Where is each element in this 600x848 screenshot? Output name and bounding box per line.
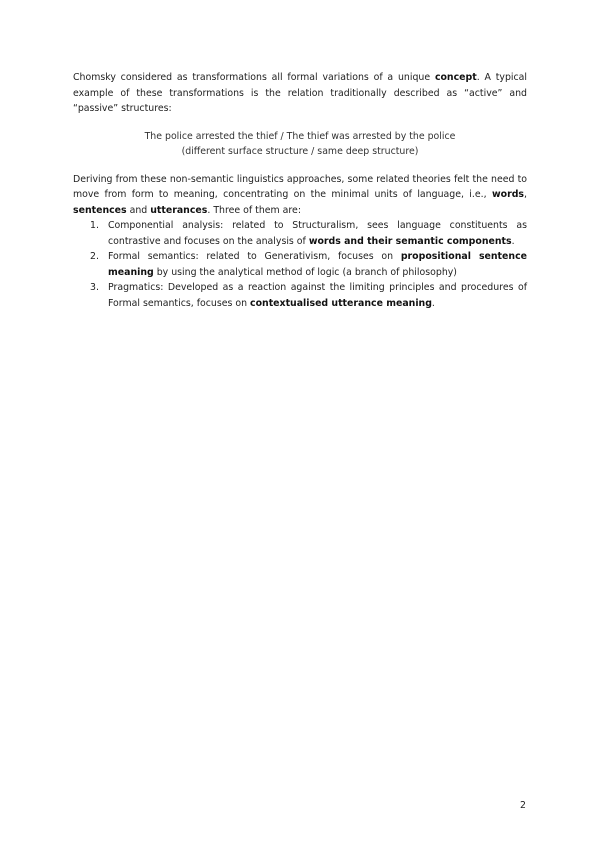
theories-list [73, 218, 527, 311]
list-text: Componential analysis: related to Structuralism, sees language constituents as contrastive and focuses on the analysis of [108, 220, 527, 247]
list-item-pragmatics [73, 280, 527, 311]
list-number: 3. [90, 282, 99, 293]
list-bold: contextualised utterance meaning [250, 297, 432, 309]
list-text: Pragmatics: Developed as a reaction against the limiting principles and procedures of Formal semantics, focuses on [108, 282, 527, 309]
list-item-componential-analysis [73, 218, 527, 249]
list-text-end: . [511, 235, 515, 247]
example-block [73, 129, 527, 160]
list-bold: propositional sentence meaning [108, 251, 527, 278]
bold-sentences: sentences [73, 204, 127, 216]
page-content [73, 70, 527, 311]
deriving-text: Deriving from these non-semantic linguistics approaches, some related theories felt the need to move from form to meaning, concentrating on the minimal units of language, i.e., [73, 173, 527, 200]
intro-paragraph [73, 70, 527, 117]
bold-words: words [491, 189, 525, 200]
list-text: Formal semantics: related to Generativism, focuses on [108, 251, 401, 262]
deriving-sep-2: and [126, 204, 151, 216]
intro-text: Chomsky considered as transformations all formal variations of a unique [73, 72, 435, 83]
intro-bold-concept: concept [434, 72, 477, 83]
example-sentence: The police arrested the thief / The thief was arrested by the police [144, 130, 456, 142]
list-number: 2. [90, 251, 99, 262]
intro-text-end: . A typical example of these transformations is the relation traditionally described as “active” and “passive” structures: [73, 72, 528, 114]
list-text-end: by using the analytical method of logic (a branch of philosophy) [153, 266, 457, 278]
list-number: 1. [90, 220, 99, 231]
deriving-sep-1: , [524, 189, 527, 200]
deriving-text-end: . Three of them are: [207, 204, 301, 216]
bold-utterances: utterances [150, 204, 208, 216]
example-note: (different surface structure / same deep structure) [181, 146, 419, 157]
deriving-paragraph [73, 172, 527, 219]
list-text-end: . [431, 297, 435, 309]
list-item-formal-semantics [73, 249, 527, 280]
list-bold: words and their semantic components [308, 235, 512, 247]
page-number: 2 [520, 800, 526, 811]
